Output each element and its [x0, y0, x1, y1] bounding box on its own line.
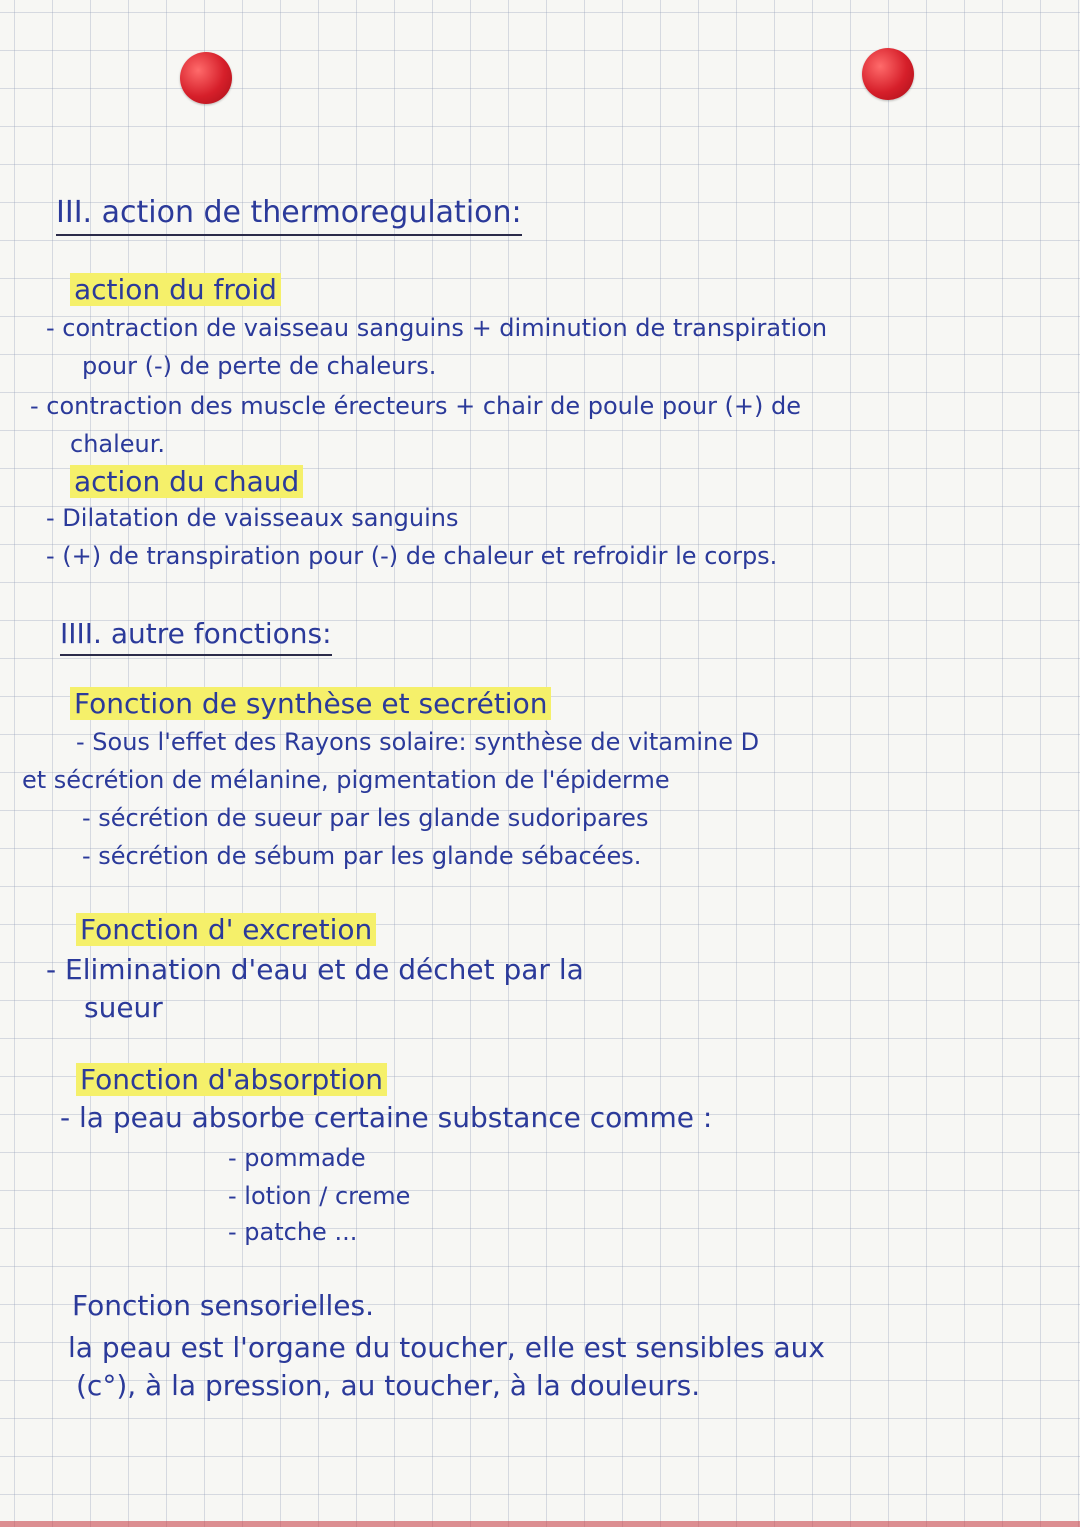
- absorption-heading: Fonction d'absorption: [76, 1066, 387, 1094]
- heat-heading: action du chaud: [70, 468, 303, 496]
- page-bottom-edge: [0, 1521, 1080, 1527]
- cold-line-4: chaleur.: [70, 430, 166, 458]
- punch-hole-left: [180, 52, 232, 104]
- synthesis-line-4: - sécrétion de sébum par les glande sébacées.: [82, 842, 642, 870]
- cold-line-2: pour (-) de perte de chaleurs.: [82, 352, 437, 380]
- excretion-heading: Fonction d' excretion: [76, 916, 376, 944]
- excretion-line-2: sueur: [84, 991, 163, 1024]
- cold-line-1: - contraction de vaisseau sanguins + diminution de transpiration: [46, 314, 828, 342]
- heat-line-1: - Dilatation de vaisseaux sanguins: [46, 504, 459, 532]
- absorption-line-1: - la peau absorbe certaine substance comme :: [60, 1101, 713, 1134]
- absorption-item-1: - pommade: [228, 1144, 366, 1172]
- section-3-title: III. action de thermoregulation:: [56, 198, 522, 228]
- absorption-item-3: - patche ...: [228, 1218, 358, 1246]
- cold-heading: action du froid: [70, 276, 281, 304]
- sensory-line-2: (c°), à la pression, au toucher, à la douleurs.: [76, 1369, 701, 1402]
- sensory-heading: Fonction sensorielles.: [72, 1289, 374, 1322]
- absorption-item-2: - lotion / creme: [228, 1182, 411, 1210]
- excretion-line-1: - Elimination d'eau et de déchet par la: [46, 953, 584, 986]
- punch-hole-right: [862, 48, 914, 100]
- synthesis-line-3: - sécrétion de sueur par les glande sudoripares: [82, 804, 649, 832]
- synthesis-line-2: et sécrétion de mélanine, pigmentation de l'épiderme: [22, 766, 670, 794]
- synthesis-heading: Fonction de synthèse et secrétion: [70, 690, 551, 718]
- section-4-title: IIII. autre fonctions:: [60, 620, 332, 648]
- sensory-line-1: la peau est l'organe du toucher, elle est sensibles aux: [68, 1331, 825, 1364]
- heat-line-2: - (+) de transpiration pour (-) de chaleur et refroidir le corps.: [46, 542, 778, 570]
- synthesis-line-1: - Sous l'effet des Rayons solaire: synthèse de vitamine D: [76, 728, 760, 756]
- cold-line-3: - contraction des muscle érecteurs + chair de poule pour (+) de: [30, 392, 802, 420]
